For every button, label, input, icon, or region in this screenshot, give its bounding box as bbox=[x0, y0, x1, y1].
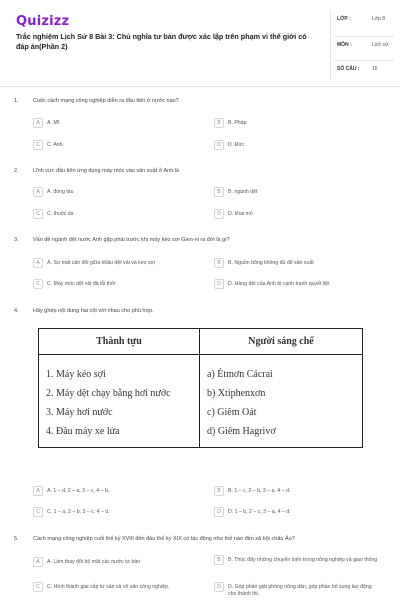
answer-option[interactable] bbox=[33, 507, 110, 519]
option-letter-box: B bbox=[214, 258, 224, 268]
table-header-inventor: Người sáng chế bbox=[200, 329, 363, 355]
option-letter-box: A bbox=[33, 258, 43, 268]
quizizz-logo: Quizizz bbox=[16, 14, 70, 29]
answer-option[interactable] bbox=[214, 486, 290, 498]
option-letter-box: C bbox=[33, 507, 43, 517]
option-letter-box: A bbox=[33, 486, 43, 496]
question-text: Cuộc cách mạng công nghiệp diễn ra đầu tiên ở nước nào? bbox=[33, 98, 179, 104]
mon-value: Lịch sử bbox=[372, 42, 389, 48]
mon-label: MÔN : bbox=[337, 42, 352, 48]
answer-option[interactable] bbox=[33, 187, 74, 199]
option-text: A. đóng tàu bbox=[47, 189, 74, 195]
option-text: C. 1 – a, 2 – b, 3 – c, 4 – d. bbox=[47, 509, 110, 515]
option-letter-box: D bbox=[214, 140, 224, 150]
option-text: B. 1 – c, 2 – b, 3 – a, 4 – d. bbox=[228, 488, 291, 494]
option-text: B. Nguồn bông không đủ để sản xuất bbox=[228, 260, 314, 266]
option-text: D. Đức bbox=[228, 142, 245, 148]
table-cell: 4. Đầu máy xe lửa bbox=[46, 426, 120, 437]
option-text: C. Hình thành giai cấp tư sản và vô sản công nghiệp. bbox=[47, 584, 170, 590]
answer-option[interactable] bbox=[33, 279, 116, 291]
option-letter-box: B bbox=[214, 486, 224, 496]
answer-option[interactable] bbox=[214, 187, 257, 199]
socau-value: 15 bbox=[372, 66, 378, 72]
achievements-column bbox=[39, 355, 200, 448]
socau-label: SỐ CÂU : bbox=[337, 66, 360, 72]
option-text: D. Hàng dệt của Anh bị cạnh tranh quyết liệt bbox=[228, 281, 330, 287]
answer-option[interactable] bbox=[33, 258, 155, 270]
meta-divider bbox=[334, 60, 394, 61]
option-letter-box: D bbox=[214, 507, 224, 517]
table-cell: a) Étmơn Cácrai bbox=[207, 369, 273, 380]
table-cell: c) Giêm Oát bbox=[207, 407, 257, 418]
answer-option[interactable] bbox=[214, 279, 330, 291]
option-text: C. thuộc da bbox=[47, 211, 74, 217]
question-text: Hãy ghép nội dung hai cột với nhau cho phù hợp. bbox=[33, 308, 154, 314]
option-text: C. Máy móc dệt vải đã lỗi thời bbox=[47, 281, 116, 287]
answer-option[interactable] bbox=[214, 140, 244, 152]
answer-option[interactable] bbox=[214, 507, 291, 519]
question-number: 4. bbox=[14, 308, 19, 314]
question-text: Vấn đề ngành dệt nước Anh gặp phải trước khi máy kéo sợi Gien-ni ra đời là gì? bbox=[33, 237, 230, 243]
option-text: B. ngành dệt bbox=[228, 189, 258, 195]
option-letter-box: B bbox=[214, 555, 224, 565]
option-text: D. khai mỏ bbox=[228, 211, 253, 217]
question-text: Lĩnh vực đầu tiên ứng dụng máy móc vào sản xuất ở Anh là bbox=[33, 168, 180, 174]
option-text: D. Góp phần giải phóng nông dân, góp phần bổ sung lao động cho thành thị. bbox=[228, 584, 372, 597]
answer-option[interactable] bbox=[33, 557, 187, 569]
answer-option[interactable] bbox=[33, 140, 64, 152]
option-text: B. Thúc đẩy những chuyển biến trong nông nghiệp và giao thông bbox=[228, 557, 378, 563]
worksheet-header bbox=[0, 0, 400, 90]
option-letter-box: A bbox=[33, 187, 43, 197]
option-text: D. 1 – b, 2 – c, 3 – a, 4 – d. bbox=[228, 509, 291, 515]
header-bottom-divider bbox=[0, 86, 400, 87]
answer-option[interactable] bbox=[214, 582, 378, 597]
answer-option[interactable] bbox=[33, 118, 59, 130]
lop-value: Lớp 8 bbox=[372, 16, 386, 22]
answer-option[interactable] bbox=[33, 209, 74, 221]
answer-option[interactable] bbox=[33, 582, 187, 594]
option-letter-box: C bbox=[33, 582, 43, 592]
option-text: C. Anh. bbox=[47, 142, 65, 148]
table-cell: 3. Máy hơi nước bbox=[46, 407, 113, 418]
question-number: 1. bbox=[14, 98, 19, 104]
table-cell: d) Giêm Hagrivơ bbox=[207, 426, 276, 437]
option-letter-box: D bbox=[214, 279, 224, 289]
lop-label: LỚP : bbox=[337, 16, 351, 22]
table-cell: 2. Máy dệt chạy bằng hơi nước bbox=[46, 388, 171, 399]
option-text: A. 1 – d, 2 – a, 3 – c, 4 – b. bbox=[47, 488, 110, 494]
answer-option[interactable] bbox=[214, 209, 253, 221]
option-letter-box: C bbox=[33, 209, 43, 219]
answer-option[interactable] bbox=[214, 118, 246, 130]
option-letter-box: B bbox=[214, 118, 224, 128]
option-text: B. Pháp bbox=[228, 120, 247, 126]
inventors-column bbox=[200, 355, 363, 448]
option-letter-box: C bbox=[33, 140, 43, 150]
matching-table bbox=[38, 328, 363, 448]
question-number: 2. bbox=[14, 168, 19, 174]
option-text: A. Sự mất cân đối giữa khâu dệt vải và kéo sợi bbox=[47, 260, 156, 266]
answer-option[interactable] bbox=[214, 555, 378, 567]
question-number: 3. bbox=[14, 237, 19, 243]
table-cell: 1. Máy kéo sợi bbox=[46, 369, 106, 380]
option-letter-box: D bbox=[214, 582, 224, 592]
table-cell: b) Xtiphenxơn bbox=[207, 388, 266, 399]
table-header-achievement: Thành tựu bbox=[39, 329, 200, 355]
option-letter-box: B bbox=[214, 187, 224, 197]
option-letter-box: A bbox=[33, 118, 43, 128]
answer-option[interactable] bbox=[214, 258, 314, 270]
question-number: 5. bbox=[14, 536, 19, 542]
option-text: A. Mĩ bbox=[47, 120, 60, 126]
option-letter-box: D bbox=[214, 209, 224, 219]
question-text: Cách mạng công nghiệp cuối thế kỷ XVIII đến đầu thế kỷ XIX có tác động như thế nào đến xã hội châu Âu? bbox=[33, 536, 295, 542]
worksheet-title: Trắc nghiệm Lịch Sử 8 Bài 3: Chủ nghĩa tư bản được xác lập trên phạm vi thế giới có đáp án(Phần 2) bbox=[16, 32, 307, 51]
option-letter-box: C bbox=[33, 279, 43, 289]
option-text: A. Làm thay đổi bộ mặt các nước tư bản bbox=[47, 559, 141, 565]
option-letter-box: A bbox=[33, 557, 43, 567]
answer-option[interactable] bbox=[33, 486, 109, 498]
header-divider bbox=[330, 10, 331, 80]
meta-divider bbox=[334, 36, 394, 37]
